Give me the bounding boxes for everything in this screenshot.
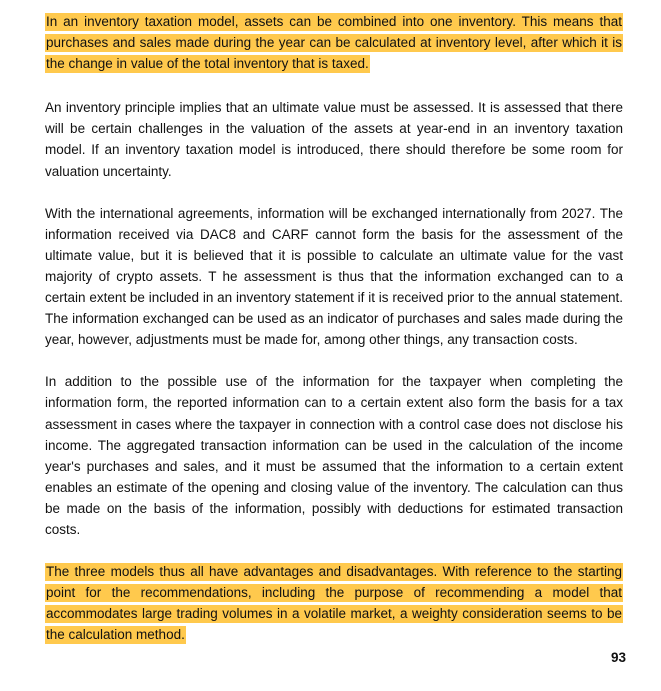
document-body <box>45 11 623 666</box>
highlighted-text: In an inventory taxation model, assets can be combined into one inventory. This means that purchases and sales made during the year can be calculated at inventory level, after which it is the change in value of the total inventory that is taxed. <box>46 14 622 72</box>
paragraph-inventory-principle: An inventory principle implies that an ultimate value must be assessed. It is assessed that there will be certain challenges in the valuation of the assets at year-end in an inventory taxation model. If an inventory taxation model is introduced, there should therefore be some room for valuation uncertainty. <box>45 100 623 179</box>
highlighted-text: The three models thus all have advantages and disadvantages. With reference to the starting point for the recommendations, including the purpose of recommending a model that accommodates large trading volumes in a volatile market, a weighty consideration seems to be the calculation method. <box>46 564 622 643</box>
paragraph-three-models <box>45 561 623 645</box>
page-number: 93 <box>610 650 626 665</box>
paragraph-international-agreements: With the international agreements, information will be exchanged internationally from 2027. The information received via DAC8 and CARF cannot form the basis for the assessment of the ultimate value, but it is believed that it is possible to calculate an ultimate value for the vast majority of crypto assets. T he assessment is thus that the information exchanged can to a certain extent be included in an inventory statement if it is received prior to the annual statement. The information exchanged can be used as an indicator of purchases and sales made during the year, however, adjustments must be made for, among other things, any transaction costs. <box>45 205 623 348</box>
paragraph-information-use: In addition to the possible use of the information for the taxpayer when completing the information form, the reported information can to a certain extent also form the basis for a tax assessment in cases where the taxpayer in connection with a control case does not disclose his income. The aggregated transaction information can be used in the calculation of the income year's purchases and sales, and it must be assumed that the information to a certain extent enables an estimate of the opening and closing value of the inventory. The calculation can thus be made on the basis of the information, possibly with deductions for estimated transaction costs. <box>45 374 623 537</box>
paragraph-inventory-taxation-model <box>45 11 623 74</box>
